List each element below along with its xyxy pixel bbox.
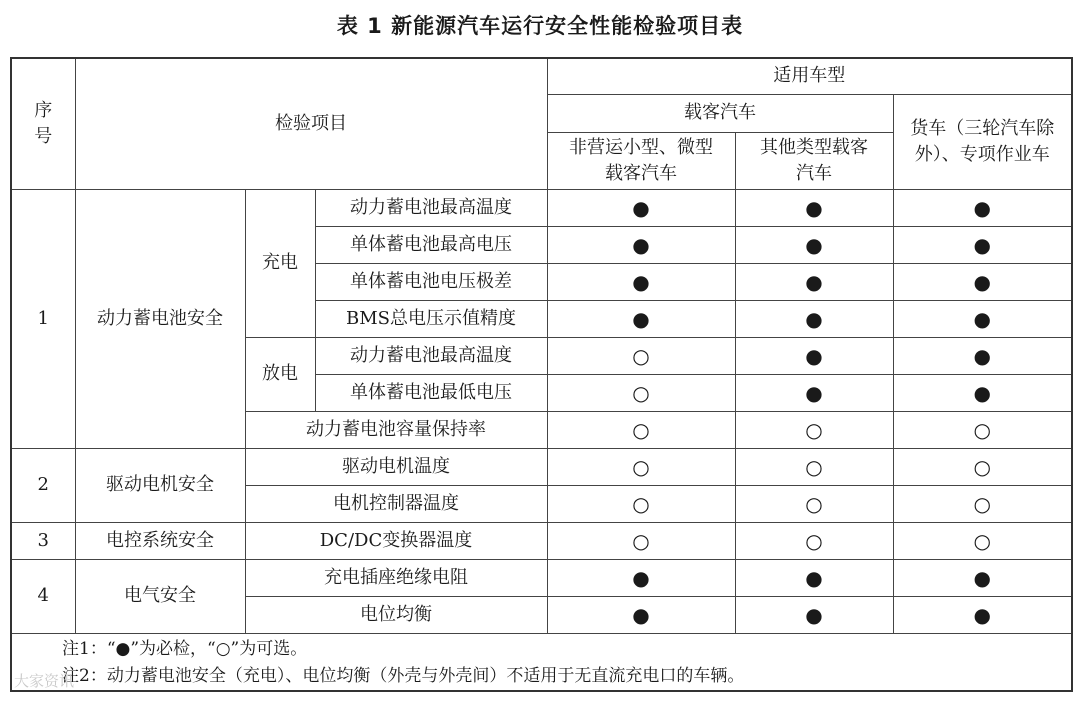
header-passenger: 载客汽车 (547, 94, 893, 132)
row-mark: ○ (735, 522, 893, 559)
row-mark: ● (547, 300, 735, 337)
row-mark: ● (893, 374, 1072, 411)
row-mark: ● (893, 189, 1072, 226)
row-item: 单体蓄电池电压极差 (315, 263, 547, 300)
group-2-no: 2 (11, 448, 75, 522)
group-4-no: 4 (11, 559, 75, 633)
row-mark: ○ (735, 411, 893, 448)
row-mark: ● (735, 559, 893, 596)
row-item: DC/DC变换器温度 (245, 522, 547, 559)
row-mark: ● (893, 596, 1072, 633)
row-mark: ● (547, 559, 735, 596)
row-item: 动力蓄电池最高温度 (315, 189, 547, 226)
header-other: 其他类型载客汽车 (735, 132, 893, 189)
row-mark: ● (547, 263, 735, 300)
row-mark: ● (547, 596, 735, 633)
row-mark: ● (893, 226, 1072, 263)
sub-charge: 充电 (245, 189, 315, 337)
group-3-no: 3 (11, 522, 75, 559)
group-1-name: 动力蓄电池安全 (75, 189, 245, 448)
group-1-no: 1 (11, 189, 75, 448)
row-mark: ● (735, 300, 893, 337)
row-item: 动力蓄电池容量保持率 (245, 411, 547, 448)
row-mark: ● (735, 263, 893, 300)
row-mark: ○ (893, 485, 1072, 522)
row-mark: ○ (893, 522, 1072, 559)
row-item: 驱动电机温度 (245, 448, 547, 485)
row-mark: ○ (735, 448, 893, 485)
row-mark: ● (893, 263, 1072, 300)
header-truck: 货车（三轮汽车除外）、专项作业车 (893, 94, 1072, 189)
row-item: 电位均衡 (245, 596, 547, 633)
row-mark: ○ (547, 485, 735, 522)
row-item: 单体蓄电池最高电压 (315, 226, 547, 263)
notes (11, 633, 1072, 691)
group-4-name: 电气安全 (75, 559, 245, 633)
row-mark: ● (547, 189, 735, 226)
row-item: 动力蓄电池最高温度 (315, 337, 547, 374)
group-2-name: 驱动电机安全 (75, 448, 245, 522)
header-item: 检验项目 (75, 58, 547, 189)
row-item: 充电插座绝缘电阻 (245, 559, 547, 596)
header-applicable: 适用车型 (547, 58, 1072, 94)
row-mark: ● (893, 559, 1072, 596)
row-mark: ● (735, 189, 893, 226)
row-mark: ○ (547, 411, 735, 448)
row-mark: ● (893, 337, 1072, 374)
row-mark: ● (893, 300, 1072, 337)
watermark: 大家资讯 (14, 672, 75, 690)
row-mark: ○ (547, 522, 735, 559)
row-mark: ● (735, 374, 893, 411)
row-mark: ● (735, 596, 893, 633)
inspection-table (10, 57, 1073, 692)
row-item: 单体蓄电池最低电压 (315, 374, 547, 411)
sub-discharge: 放电 (245, 337, 315, 411)
row-mark: ● (735, 337, 893, 374)
note-1: 注1：“●”为必检，“○”为可选。 (62, 638, 308, 659)
note-2: 注2：动力蓄电池安全（充电）、电位均衡（外壳与外壳间）不适用于无直流充电口的车辆。 (62, 665, 745, 686)
row-mark: ● (735, 226, 893, 263)
group-3-name: 电控系统安全 (75, 522, 245, 559)
table-title: 表 1 新能源汽车运行安全性能检验项目表 (336, 14, 744, 38)
row-mark: ● (547, 226, 735, 263)
header-seq: 序号 (11, 58, 75, 189)
row-item: BMS总电压示值精度 (315, 300, 547, 337)
row-mark: ○ (547, 448, 735, 485)
row-mark: ○ (893, 448, 1072, 485)
row-item: 电机控制器温度 (245, 485, 547, 522)
row-mark: ○ (893, 411, 1072, 448)
header-small: 非营运小型、微型载客汽车 (547, 132, 735, 189)
row-mark: ○ (547, 374, 735, 411)
row-mark: ○ (735, 485, 893, 522)
row-mark: ○ (547, 337, 735, 374)
